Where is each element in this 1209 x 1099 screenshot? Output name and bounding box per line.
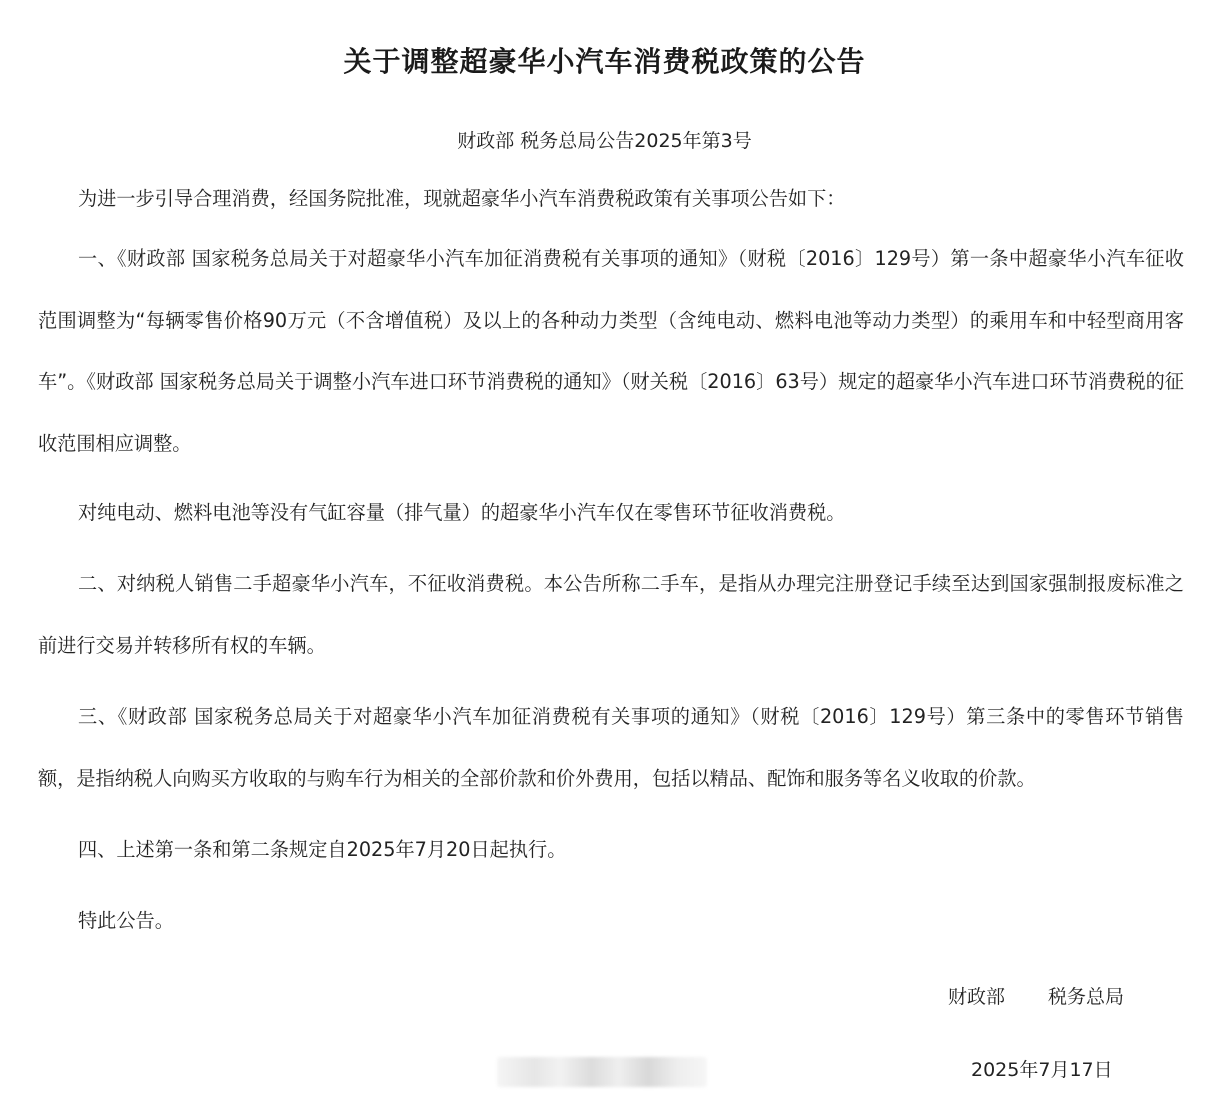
article-4-paragraph: 四、上述第一条和第二条规定自2025年7月20日起执行。 — [78, 838, 567, 861]
page-title: 关于调整超豪华小汽车消费税政策的公告 — [343, 45, 866, 78]
article-1-supplement-paragraph: 对纯电动、燃料电池等没有气缸容量（排气量）的超豪华小汽车仅在零售环节征收消费税。 — [78, 501, 846, 524]
article-3-paragraph: 三、《财政部 国家税务总局关于对超豪华小汽车加征消费税有关事项的通知》（财税〔2016〕129号）第三条中的零售环节销售额，是指纳税人向购买方收取的与购车行为相关的全部价款和价外费用，包括以精品、配饰和服务等名义收取的价款。 — [38, 705, 1184, 790]
intro-paragraph: 为进一步引导合理消费，经国务院批准，现就超豪华小汽车消费税政策有关事项公告如下： — [78, 187, 846, 210]
signature-ministry-of-finance: 财政部 — [948, 986, 1006, 1008]
article-1-paragraph: 一、《财政部 国家税务总局关于对超豪华小汽车加征消费税有关事项的通知》（财税〔2016〕129号）第一条中超豪华小汽车征收范围调整为“每辆零售价格90万元（不含增值税）及以上的各种动力类型（含纯电动、燃料电池等动力类型）的乘用车和中轻型商用客车”。《财政部 国家税务总局关于调整小汽车进口环节消费税的通知》（财关税〔2016〕63号）规定的超豪华小汽车进口环节消费税的征收范围相应调整。 — [38, 247, 1184, 455]
signature-date: 2025年7月17日 — [971, 1059, 1113, 1081]
document-number: 财政部 税务总局公告2025年第3号 — [457, 130, 752, 152]
closing-paragraph: 特此公告。 — [78, 909, 174, 932]
watermark-blur — [497, 1057, 707, 1087]
article-2-paragraph: 二、对纳税人销售二手超豪华小汽车，不征收消费税。本公告所称二手车，是指从办理完注册登记手续至达到国家强制报废标准之前进行交易并转移所有权的车辆。 — [38, 572, 1184, 657]
signature-tax-bureau: 税务总局 — [1048, 986, 1125, 1008]
